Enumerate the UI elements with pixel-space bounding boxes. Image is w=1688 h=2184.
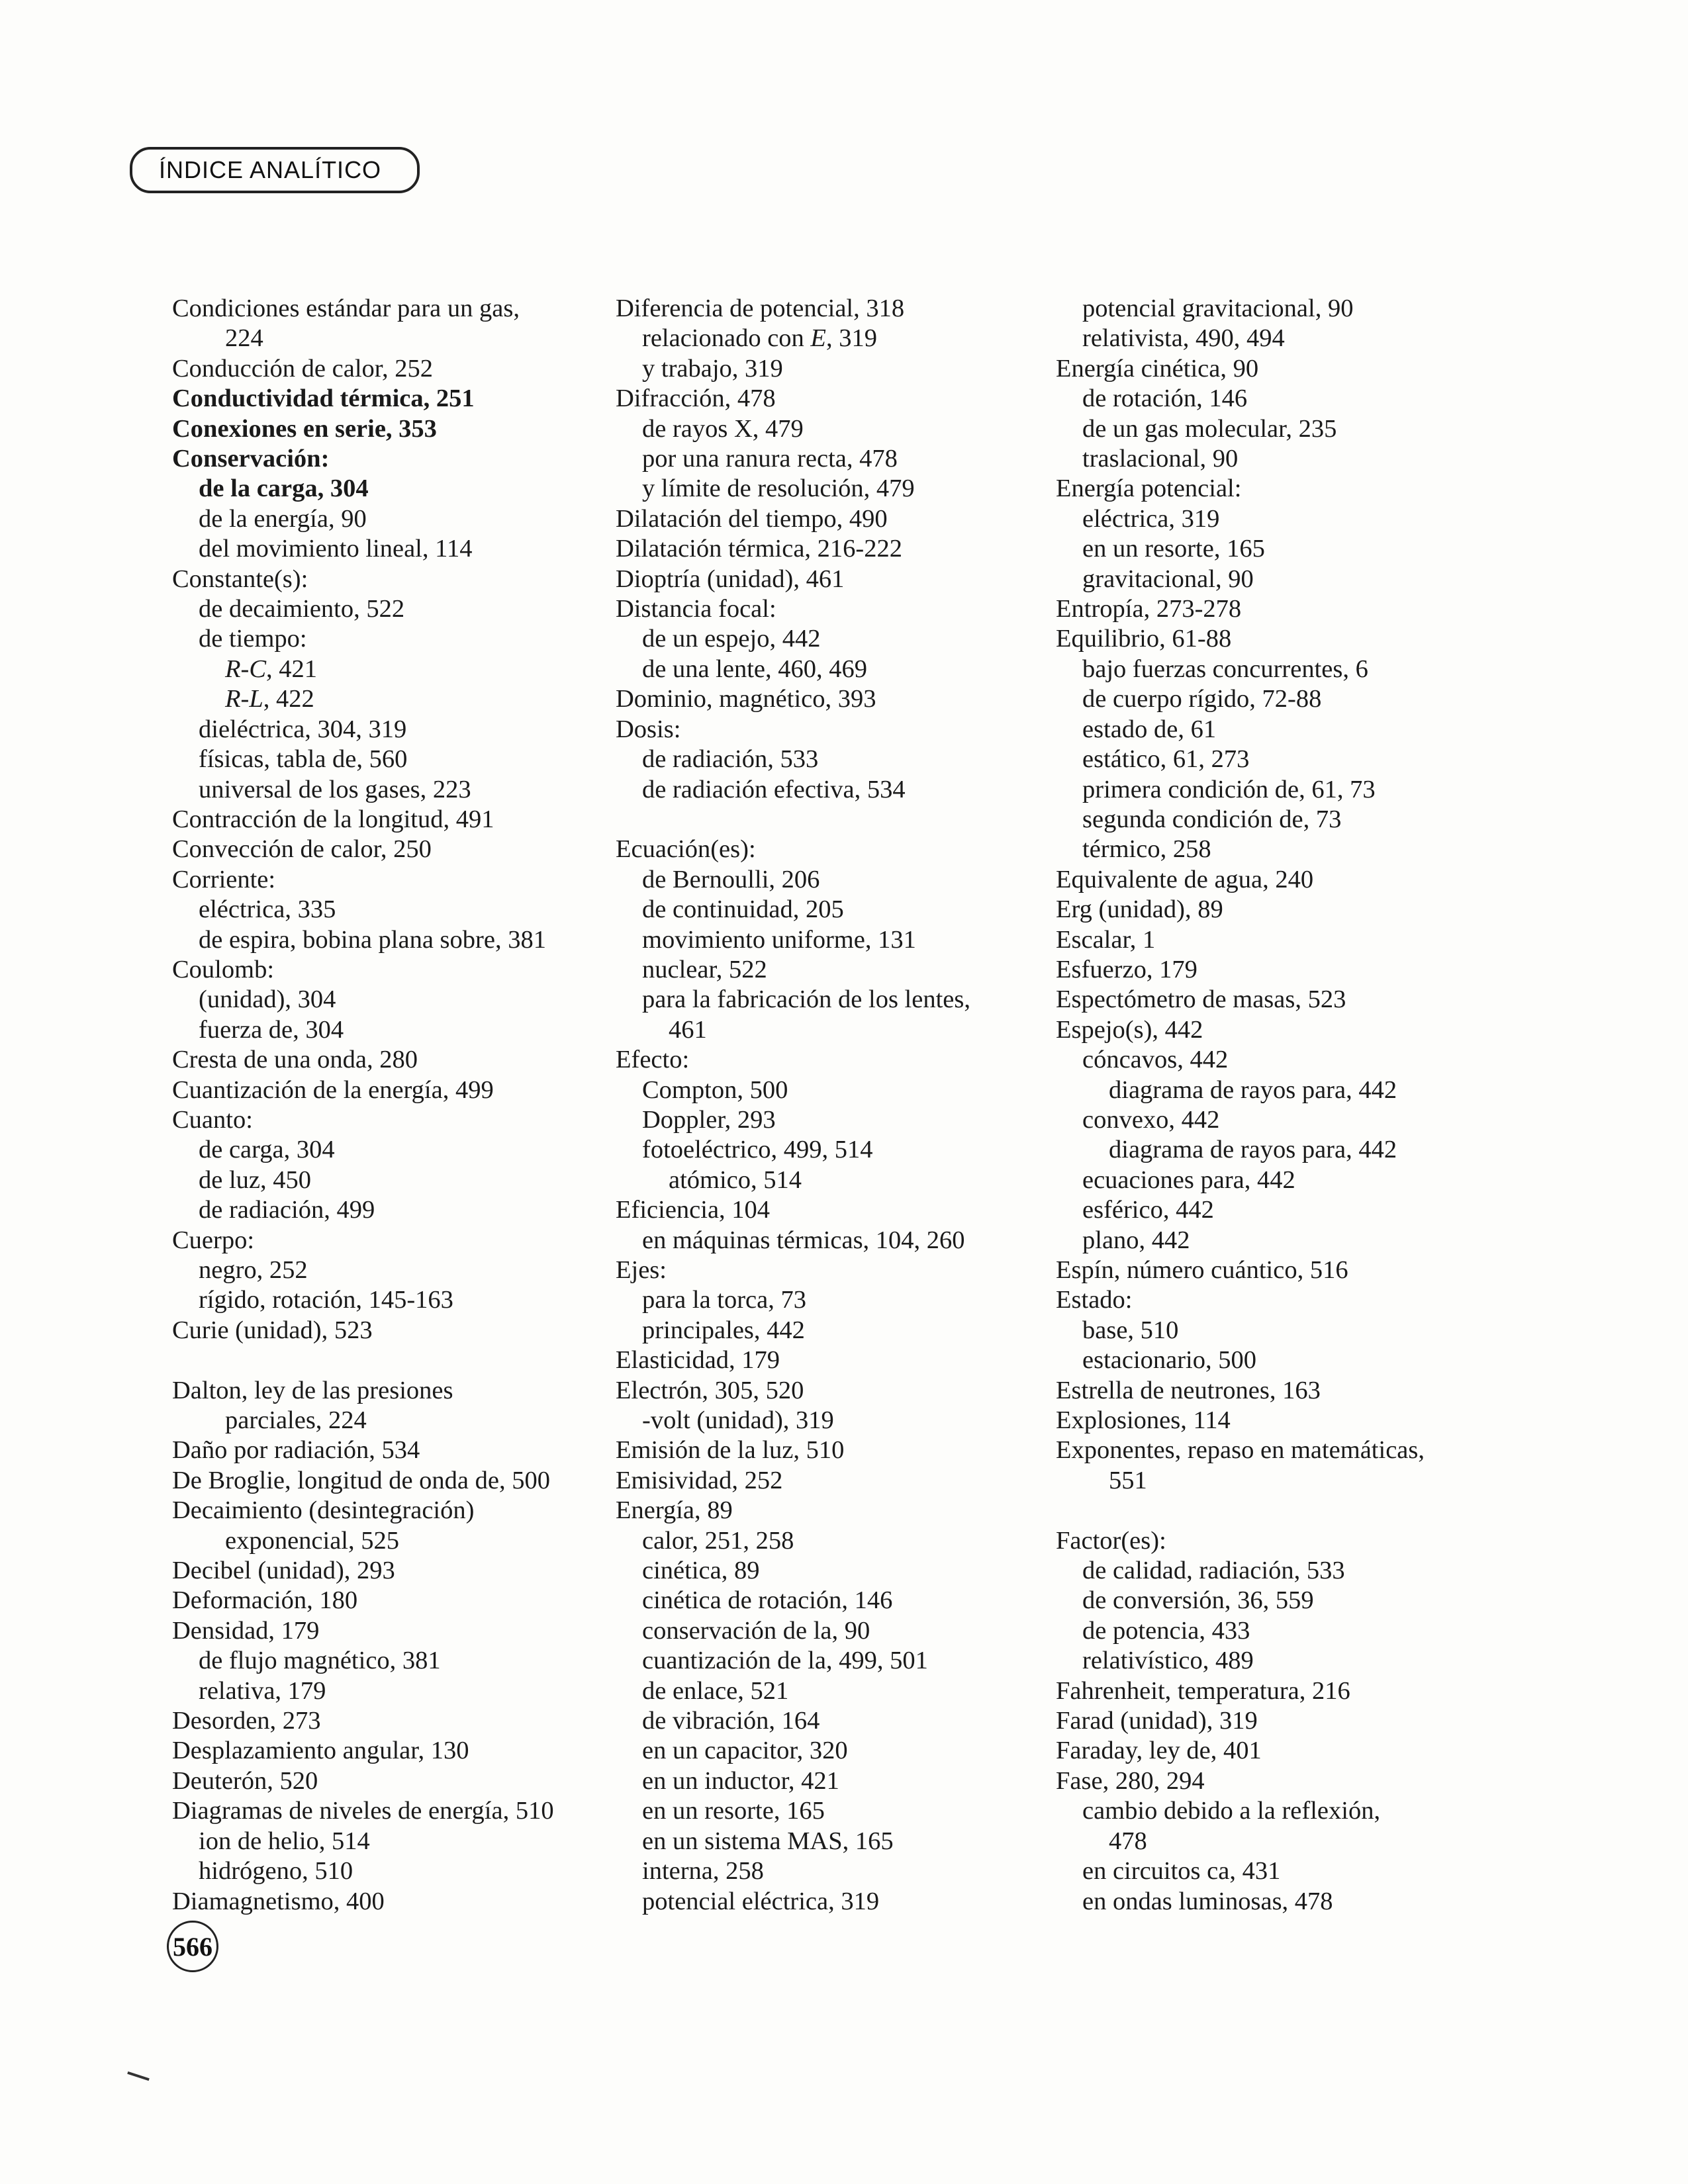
index-entry: cambio debido a la reflexión, [1082, 1797, 1381, 1825]
index-entry: Equivalente de agua, 240 [1056, 865, 1314, 893]
index-entry: eléctrica, 335 [199, 895, 336, 924]
index-entry: Distancia focal: [616, 595, 776, 623]
index-entry: rígido, rotación, 145-163 [199, 1286, 453, 1314]
index-entry: cinética de rotación, 146 [642, 1586, 893, 1615]
index-entry: R-C, 421 [225, 655, 318, 683]
index-entry: y trabajo, 319 [642, 354, 783, 383]
index-entry: Eficiencia, 104 [616, 1196, 771, 1224]
index-entry: traslacional, 90 [1082, 445, 1239, 473]
index-entry: y límite de resolución, 479 [642, 475, 915, 503]
index-entry: primera condición de, 61, 73 [1082, 775, 1376, 803]
index-entry: en máquinas térmicas, 104, 260 [642, 1226, 965, 1254]
index-entry: R-L, 422 [225, 685, 314, 713]
index-entry: exponencial, 525 [225, 1526, 399, 1555]
index-entry: atómico, 514 [669, 1165, 802, 1194]
index-entry: conservación de la, 90 [642, 1616, 870, 1645]
index-entry: Cuanto: [172, 1105, 253, 1134]
index-entry: de conversión, 36, 559 [1082, 1586, 1314, 1615]
index-entry: cuantización de la, 499, 501 [642, 1647, 928, 1675]
index-entry: en un inductor, 421 [642, 1766, 839, 1795]
index-entry: de potencia, 433 [1082, 1616, 1250, 1645]
index-entry: por una ranura recta, 478 [642, 445, 898, 473]
index-entry: Ejes: [616, 1255, 667, 1284]
index-entry: Dilatación del tiempo, 490 [616, 504, 888, 533]
index-entry: principales, 442 [642, 1316, 805, 1344]
index-entry: Diferencia de potencial, 318 [616, 295, 905, 322]
index-entry: Fase, 280, 294 [1056, 1766, 1205, 1795]
index-entry: en ondas luminosas, 478 [1082, 1887, 1333, 1915]
index-entry: Diagramas de niveles de energía, 510 [172, 1797, 554, 1825]
index-entry: Farad (unidad), 319 [1056, 1707, 1258, 1735]
index-entry: Daño por radiación, 534 [172, 1436, 420, 1465]
index-entry: Desplazamiento angular, 130 [172, 1737, 469, 1765]
index-entry: movimiento uniforme, 131 [642, 925, 916, 954]
index-entry: 478 [1109, 1827, 1147, 1855]
index-entry: Curie (unidad), 523 [172, 1316, 373, 1344]
index-entry: relativístico, 489 [1082, 1647, 1254, 1675]
index-entry: plano, 442 [1082, 1226, 1190, 1254]
index-entry: base, 510 [1082, 1316, 1179, 1344]
index-entry: fotoeléctrico, 499, 514 [642, 1136, 873, 1164]
index-entry: Espín, número cuántico, 516 [1056, 1256, 1348, 1284]
index-entry: estacionario, 500 [1082, 1346, 1256, 1375]
index-entry: Desorden, 273 [172, 1707, 321, 1735]
index-entry: Factor(es): [1056, 1526, 1166, 1555]
index-entry: Efecto: [616, 1046, 690, 1074]
index-entry: Cresta de una onda, 280 [172, 1046, 418, 1074]
index-entry: de radiación efectiva, 534 [642, 775, 906, 803]
index-entry: Entropía, 273-278 [1056, 595, 1242, 623]
index-entry: en un sistema MAS, 165 [642, 1827, 894, 1855]
index-entry: Dioptría (unidad), 461 [616, 565, 845, 593]
index-entry: cinética, 89 [642, 1557, 760, 1585]
index-column-3 [1056, 294, 1479, 1917]
index-entry: Emisividad, 252 [616, 1466, 783, 1494]
index-entry: Decibel (unidad), 293 [172, 1557, 395, 1585]
index-entry: Cuerpo: [172, 1226, 255, 1254]
index-entry: Esfuerzo, 179 [1056, 955, 1197, 983]
index-entry: Conducción de calor, 252 [172, 354, 434, 383]
index-entry: nuclear, 522 [642, 955, 767, 983]
section-header [130, 147, 420, 193]
index-entry: de carga, 304 [199, 1136, 335, 1164]
index-entry: convexo, 442 [1082, 1105, 1220, 1134]
page-number [167, 1921, 218, 1972]
index-entry: eléctrica, 319 [1082, 504, 1220, 533]
index-entry: Erg (unidad), 89 [1056, 895, 1223, 924]
page-number-text: 566 [173, 1931, 212, 1962]
index-entry: para la torca, 73 [642, 1286, 806, 1314]
index-entry: de una lente, 460, 469 [642, 655, 867, 683]
index-entry: Densidad, 179 [172, 1616, 320, 1645]
index-entry: cóncavos, 442 [1082, 1046, 1229, 1074]
index-column-1 [172, 294, 596, 1917]
index-column-2 [616, 294, 1039, 1917]
index-entry: de rayos X, 479 [642, 414, 804, 443]
scan-mark [127, 2071, 150, 2081]
index-entry: esférico, 442 [1082, 1196, 1214, 1224]
index-entry: relacionado con E, 319 [642, 324, 877, 353]
index-entry: Doppler, 293 [642, 1105, 776, 1134]
index-entry: de radiación, 499 [199, 1196, 375, 1224]
index-entry: de flujo magnético, 381 [199, 1647, 441, 1675]
index-entry: en un resorte, 165 [642, 1797, 825, 1825]
index-entry: relativa, 179 [199, 1676, 326, 1705]
index-entry: Electrón, 305, 520 [616, 1376, 804, 1404]
index-entry: 551 [1109, 1466, 1147, 1494]
index-entry: de espira, bobina plana sobre, 381 [199, 925, 546, 954]
index-entry: Espectómetro de masas, 523 [1056, 985, 1346, 1014]
index-entry: de cuerpo rígido, 72-88 [1082, 685, 1322, 713]
index-entry: de tiempo: [199, 625, 307, 653]
index-entry: de decaimiento, 522 [199, 595, 405, 623]
index-entry: Compton, 500 [642, 1075, 788, 1104]
index-entry: potencial gravitacional, 90 [1082, 295, 1354, 322]
index-entry: en circuitos ca, 431 [1082, 1857, 1281, 1886]
index-entry: Conductividad térmica, 251 [172, 385, 475, 413]
index-entry: Conexiones en serie, 353 [172, 414, 437, 443]
index-entry: Dominio, magnético, 393 [616, 685, 876, 713]
index-entry: Explosiones, 114 [1056, 1406, 1231, 1435]
index-entry: Corriente: [172, 865, 276, 893]
index-entry: dieléctrica, 304, 319 [199, 715, 407, 743]
section-title: ÍNDICE ANALÍTICO [159, 156, 382, 183]
index-entry: Elasticidad, 179 [616, 1346, 780, 1375]
index-entry: de la energía, 90 [199, 504, 367, 533]
index-entry: Estado: [1056, 1286, 1133, 1314]
index-entry: segunda condición de, 73 [1082, 805, 1342, 833]
index-entry: 461 [669, 1015, 707, 1044]
index-entry: Condiciones estándar para un gas, [172, 295, 520, 322]
index-entry: de un gas molecular, 235 [1082, 414, 1337, 443]
index-entry: fuerza de, 304 [199, 1015, 344, 1044]
index-entry: Energía potencial: [1056, 475, 1242, 503]
index-entry: Energía, 89 [616, 1496, 733, 1525]
index-entry: Difracción, 478 [616, 385, 776, 413]
index-entry: Cuantización de la energía, 499 [172, 1075, 494, 1104]
index-entry: potencial eléctrica, 319 [642, 1887, 880, 1915]
index-entry: Decaimiento (desintegración) [172, 1496, 475, 1525]
index-entry: estado de, 61 [1082, 715, 1217, 743]
index-entry: de continuidad, 205 [642, 895, 844, 924]
index-entry: de radiación, 533 [642, 745, 819, 774]
index-entry: parciales, 224 [225, 1406, 367, 1435]
index-entry: -volt (unidad), 319 [642, 1406, 834, 1435]
index-entry: estático, 61, 273 [1082, 745, 1250, 774]
index-entry: Dosis: [616, 715, 681, 743]
index-entry: Estrella de neutrones, 163 [1056, 1376, 1321, 1404]
index-entry: Faraday, ley de, 401 [1056, 1737, 1262, 1765]
index-entry: Convección de calor, 250 [172, 835, 432, 864]
index-entry: del movimiento lineal, 114 [199, 535, 473, 563]
index-entry: Fahrenheit, temperatura, 216 [1056, 1676, 1350, 1705]
index-entry: Escalar, 1 [1056, 925, 1156, 954]
index-entry: de un espejo, 442 [642, 625, 821, 653]
index-entry: relativista, 490, 494 [1082, 324, 1285, 353]
index-entry: ion de helio, 514 [199, 1827, 370, 1855]
index-entry: de vibración, 164 [642, 1707, 820, 1735]
index-entry: bajo fuerzas concurrentes, 6 [1082, 655, 1368, 683]
index-entry: Deformación, 180 [172, 1586, 358, 1615]
index-entry: de luz, 450 [199, 1165, 311, 1194]
index-entry: de calidad, radiación, 533 [1082, 1557, 1345, 1585]
index-entry: 224 [225, 324, 263, 353]
index-entry: en un resorte, 165 [1082, 535, 1265, 563]
index-entry: ecuaciones para, 442 [1082, 1165, 1295, 1194]
index-entry: Energía cinética, 90 [1056, 354, 1259, 383]
index-entry: Deuterón, 520 [172, 1766, 318, 1795]
index-entry: de enlace, 521 [642, 1676, 789, 1705]
index-entry: de Bernoulli, 206 [642, 865, 820, 893]
index-entry: hidrógeno, 510 [199, 1857, 353, 1886]
index-entry: para la fabricación de los lentes, [642, 985, 970, 1014]
index-entry: de rotación, 146 [1082, 385, 1248, 413]
index-entry: Dilatación térmica, 216-222 [616, 535, 902, 563]
index-entry: diagrama de rayos para, 442 [1109, 1075, 1397, 1104]
index-entry: Ecuación(es): [616, 835, 756, 864]
index-entry: De Broglie, longitud de onda de, 500 [172, 1466, 550, 1494]
index-entry: (unidad), 304 [199, 985, 336, 1014]
index-entry: Espejo(s), 442 [1056, 1015, 1203, 1044]
index-entry: Equilibrio, 61-88 [1056, 625, 1232, 653]
index-entry: Conservación: [172, 445, 330, 473]
index-entry: Coulomb: [172, 955, 275, 983]
index-entry: Diamagnetismo, 400 [172, 1887, 385, 1915]
index-entry: calor, 251, 258 [642, 1526, 794, 1555]
index-entry: diagrama de rayos para, 442 [1109, 1136, 1397, 1164]
index-entry: Exponentes, repaso en matemáticas, [1056, 1436, 1425, 1465]
index-entry: Constante(s): [172, 565, 308, 593]
index-entry: Dalton, ley de las presiones [172, 1376, 453, 1404]
index-entry: térmico, 258 [1082, 835, 1211, 864]
index-entry: Contracción de la longitud, 491 [172, 805, 494, 833]
index-entry: universal de los gases, 223 [199, 775, 471, 803]
index-entry: de la carga, 304 [199, 475, 369, 503]
index-entry: Emisión de la luz, 510 [616, 1436, 845, 1465]
index-entry: negro, 252 [199, 1256, 308, 1284]
index-entry: gravitacional, 90 [1082, 565, 1254, 593]
index-entry: físicas, tabla de, 560 [199, 745, 408, 774]
index-entry: interna, 258 [642, 1857, 764, 1886]
index-entry: en un capacitor, 320 [642, 1737, 848, 1765]
